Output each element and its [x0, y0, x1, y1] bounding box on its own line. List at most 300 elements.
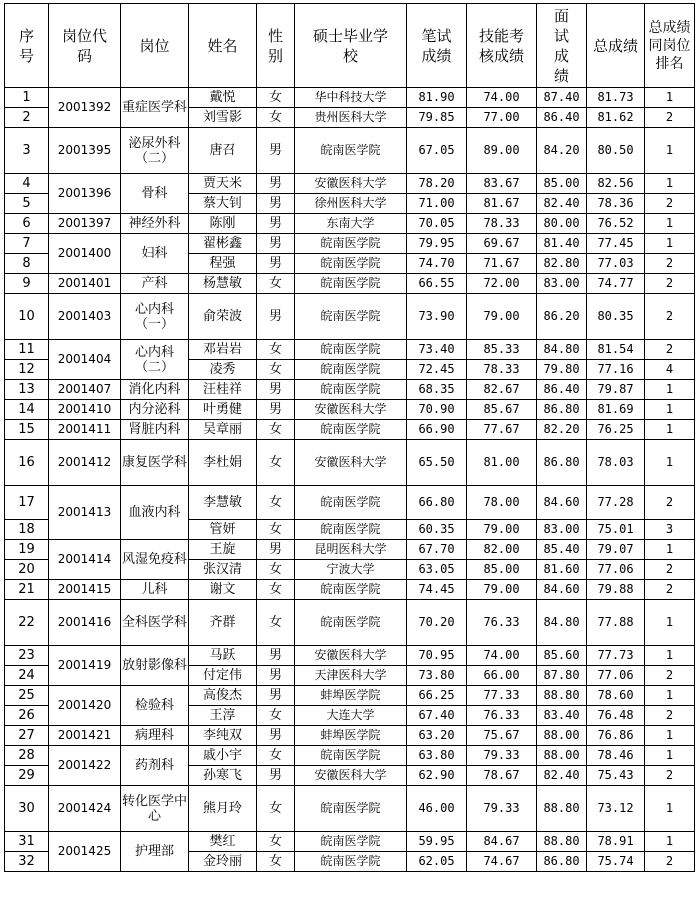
- cell-interview: 86.40: [537, 108, 587, 128]
- table-row: [5, 128, 695, 174]
- cell-school: 皖南医学院: [295, 786, 407, 832]
- cell-name: 戚小宇: [189, 746, 257, 766]
- cell-idx: 19: [5, 540, 49, 560]
- cell-written: 67.70: [407, 540, 467, 560]
- cell-total: 82.56: [587, 174, 645, 194]
- cell-school: 皖南医学院: [295, 580, 407, 600]
- cell-total: 76.52: [587, 214, 645, 234]
- cell-interview: 88.00: [537, 746, 587, 766]
- cell-total: 77.28: [587, 486, 645, 520]
- table-row: [5, 746, 695, 766]
- cell-idx: 4: [5, 174, 49, 194]
- cell-rank: 1: [645, 726, 695, 746]
- cell-sex: 女: [257, 852, 295, 872]
- cell-rank: 4: [645, 360, 695, 380]
- cell-skill: 83.67: [467, 174, 537, 194]
- table-row: [5, 420, 695, 440]
- cell-sex: 男: [257, 726, 295, 746]
- table-row: [5, 686, 695, 706]
- cell-sex: 男: [257, 380, 295, 400]
- cell-idx: 1: [5, 88, 49, 108]
- cell-written: 66.80: [407, 486, 467, 520]
- cell-post: 消化内科: [121, 380, 189, 400]
- table-row: [5, 832, 695, 852]
- cell-total: 75.43: [587, 766, 645, 786]
- cell-interview: 86.80: [537, 440, 587, 486]
- cell-interview: 83.00: [537, 274, 587, 294]
- cell-total: 78.36: [587, 194, 645, 214]
- cell-school: 安徽医科大学: [295, 646, 407, 666]
- cell-rank: 1: [645, 380, 695, 400]
- cell-idx: 32: [5, 852, 49, 872]
- score-table-body: [5, 88, 695, 872]
- cell-school: 皖南医学院: [295, 128, 407, 174]
- cell-skill: 77.00: [467, 108, 537, 128]
- cell-name: 熊月玲: [189, 786, 257, 832]
- cell-total: 77.73: [587, 646, 645, 666]
- cell-sex: 女: [257, 706, 295, 726]
- table-row: [5, 274, 695, 294]
- cell-written: 63.20: [407, 726, 467, 746]
- cell-name: 马跃: [189, 646, 257, 666]
- cell-name: 李慧敏: [189, 486, 257, 520]
- cell-interview: 85.00: [537, 174, 587, 194]
- cell-total: 77.06: [587, 666, 645, 686]
- cell-rank: 2: [645, 294, 695, 340]
- cell-school: 皖南医学院: [295, 360, 407, 380]
- cell-name: 凌秀: [189, 360, 257, 380]
- cell-total: 80.35: [587, 294, 645, 340]
- cell-written: 79.95: [407, 234, 467, 254]
- cell-skill: 77.67: [467, 420, 537, 440]
- cell-idx: 11: [5, 340, 49, 360]
- table-row: [5, 600, 695, 646]
- cell-idx: 28: [5, 746, 49, 766]
- cell-rank: 2: [645, 706, 695, 726]
- cell-idx: 12: [5, 360, 49, 380]
- cell-post: 重症医学科: [121, 88, 189, 128]
- cell-sex: 男: [257, 666, 295, 686]
- cell-interview: 82.40: [537, 766, 587, 786]
- cell-interview: 84.80: [537, 340, 587, 360]
- cell-written: 63.80: [407, 746, 467, 766]
- cell-post-code: 2001395: [49, 128, 121, 174]
- cell-total: 77.88: [587, 600, 645, 646]
- cell-post: 风湿免疫科: [121, 540, 189, 580]
- cell-post: 药剂科: [121, 746, 189, 786]
- cell-post: 放射影像科: [121, 646, 189, 686]
- cell-name: 邓岩岩: [189, 340, 257, 360]
- cell-interview: 82.40: [537, 194, 587, 214]
- cell-skill: 78.33: [467, 214, 537, 234]
- cell-school: 皖南医学院: [295, 294, 407, 340]
- cell-rank: 1: [645, 832, 695, 852]
- cell-sex: 女: [257, 746, 295, 766]
- cell-rank: 2: [645, 254, 695, 274]
- cell-interview: 84.60: [537, 486, 587, 520]
- cell-sex: 女: [257, 600, 295, 646]
- table-row: [5, 294, 695, 340]
- cell-idx: 24: [5, 666, 49, 686]
- cell-rank: 2: [645, 852, 695, 872]
- cell-idx: 27: [5, 726, 49, 746]
- cell-name: 李杜娟: [189, 440, 257, 486]
- cell-rank: 1: [645, 234, 695, 254]
- cell-rank: 1: [645, 400, 695, 420]
- cell-written: 78.20: [407, 174, 467, 194]
- cell-sex: 男: [257, 128, 295, 174]
- cell-interview: 81.40: [537, 234, 587, 254]
- cell-written: 70.05: [407, 214, 467, 234]
- cell-name: 刘雪影: [189, 108, 257, 128]
- cell-written: 73.80: [407, 666, 467, 686]
- cell-skill: 84.67: [467, 832, 537, 852]
- cell-school: 昆明医科大学: [295, 540, 407, 560]
- cell-post-code: 2001397: [49, 214, 121, 234]
- cell-written: 62.90: [407, 766, 467, 786]
- cell-post: 心内科（一）: [121, 294, 189, 340]
- cell-school: 蚌埠医学院: [295, 686, 407, 706]
- cell-sex: 女: [257, 560, 295, 580]
- cell-post-code: 2001421: [49, 726, 121, 746]
- cell-post-code: 2001424: [49, 786, 121, 832]
- cell-rank: 1: [645, 600, 695, 646]
- cell-post: 产科: [121, 274, 189, 294]
- cell-post-code: 2001416: [49, 600, 121, 646]
- cell-name: 王淳: [189, 706, 257, 726]
- header-idx: 序号: [5, 4, 49, 88]
- cell-rank: 2: [645, 340, 695, 360]
- cell-idx: 6: [5, 214, 49, 234]
- cell-post: 全科医学科: [121, 600, 189, 646]
- cell-skill: 81.00: [467, 440, 537, 486]
- cell-name: 汪桂祥: [189, 380, 257, 400]
- cell-name: 贾天米: [189, 174, 257, 194]
- cell-idx: 20: [5, 560, 49, 580]
- cell-sex: 女: [257, 440, 295, 486]
- cell-post: 骨科: [121, 174, 189, 214]
- header-interview: 面试成绩: [537, 4, 587, 88]
- cell-rank: 1: [645, 174, 695, 194]
- cell-skill: 79.00: [467, 294, 537, 340]
- cell-written: 59.95: [407, 832, 467, 852]
- table-row: [5, 234, 695, 254]
- cell-post: 护理部: [121, 832, 189, 872]
- cell-skill: 81.67: [467, 194, 537, 214]
- table-row: [5, 646, 695, 666]
- cell-post-code: 2001413: [49, 486, 121, 540]
- cell-name: 付定伟: [189, 666, 257, 686]
- cell-post-code: 2001401: [49, 274, 121, 294]
- cell-skill: 85.33: [467, 340, 537, 360]
- cell-total: 77.06: [587, 560, 645, 580]
- cell-rank: 2: [645, 766, 695, 786]
- cell-skill: 71.67: [467, 254, 537, 274]
- cell-interview: 84.20: [537, 128, 587, 174]
- cell-skill: 74.67: [467, 852, 537, 872]
- cell-name: 俞荣波: [189, 294, 257, 340]
- table-row: [5, 786, 695, 832]
- header-school: 硕士毕业学校: [295, 4, 407, 88]
- cell-written: 60.35: [407, 520, 467, 540]
- cell-name: 蔡大钊: [189, 194, 257, 214]
- cell-sex: 女: [257, 580, 295, 600]
- cell-rank: 1: [645, 786, 695, 832]
- header-sex: 性别: [257, 4, 295, 88]
- cell-written: 79.85: [407, 108, 467, 128]
- cell-school: 宁波大学: [295, 560, 407, 580]
- cell-post-code: 2001392: [49, 88, 121, 128]
- cell-skill: 79.00: [467, 520, 537, 540]
- cell-post-code: 2001420: [49, 686, 121, 726]
- cell-idx: 23: [5, 646, 49, 666]
- table-row: [5, 214, 695, 234]
- cell-sex: 男: [257, 174, 295, 194]
- header-skill: 技能考核成绩: [467, 4, 537, 88]
- cell-skill: 74.00: [467, 646, 537, 666]
- cell-school: 华中科技大学: [295, 88, 407, 108]
- cell-post-code: 2001400: [49, 234, 121, 274]
- cell-sex: 女: [257, 274, 295, 294]
- cell-sex: 男: [257, 646, 295, 666]
- cell-rank: 1: [645, 128, 695, 174]
- cell-post: 内分泌科: [121, 400, 189, 420]
- cell-name: 吴章丽: [189, 420, 257, 440]
- cell-rank: 2: [645, 486, 695, 520]
- cell-school: 贵州医科大学: [295, 108, 407, 128]
- cell-sex: 女: [257, 786, 295, 832]
- cell-skill: 85.67: [467, 400, 537, 420]
- cell-name: 程强: [189, 254, 257, 274]
- cell-school: 徐州医科大学: [295, 194, 407, 214]
- table-row: [5, 340, 695, 360]
- cell-idx: 30: [5, 786, 49, 832]
- cell-skill: 79.33: [467, 746, 537, 766]
- cell-school: 皖南医学院: [295, 420, 407, 440]
- cell-skill: 72.00: [467, 274, 537, 294]
- cell-total: 74.77: [587, 274, 645, 294]
- cell-post-code: 2001419: [49, 646, 121, 686]
- cell-written: 67.40: [407, 706, 467, 726]
- cell-rank: 2: [645, 560, 695, 580]
- cell-school: 皖南医学院: [295, 274, 407, 294]
- cell-interview: 86.40: [537, 380, 587, 400]
- cell-post: 病理科: [121, 726, 189, 746]
- cell-name: 张汉清: [189, 560, 257, 580]
- cell-post-code: 2001422: [49, 746, 121, 786]
- cell-skill: 76.33: [467, 706, 537, 726]
- cell-skill: 85.00: [467, 560, 537, 580]
- cell-name: 齐群: [189, 600, 257, 646]
- cell-rank: 2: [645, 580, 695, 600]
- cell-name: 樊红: [189, 832, 257, 852]
- cell-post-code: 2001407: [49, 380, 121, 400]
- cell-interview: 81.60: [537, 560, 587, 580]
- score-table: [4, 3, 695, 872]
- cell-total: 80.50: [587, 128, 645, 174]
- cell-sex: 女: [257, 832, 295, 852]
- header-name: 姓名: [189, 4, 257, 88]
- cell-written: 81.90: [407, 88, 467, 108]
- cell-written: 67.05: [407, 128, 467, 174]
- cell-interview: 85.60: [537, 646, 587, 666]
- cell-total: 75.74: [587, 852, 645, 872]
- cell-interview: 83.40: [537, 706, 587, 726]
- cell-school: 天津医科大学: [295, 666, 407, 686]
- cell-name: 翟彬鑫: [189, 234, 257, 254]
- header-total: 总成绩: [587, 4, 645, 88]
- cell-interview: 88.80: [537, 786, 587, 832]
- cell-total: 76.86: [587, 726, 645, 746]
- cell-written: 66.25: [407, 686, 467, 706]
- cell-written: 63.05: [407, 560, 467, 580]
- cell-interview: 84.80: [537, 600, 587, 646]
- cell-written: 66.90: [407, 420, 467, 440]
- cell-total: 78.91: [587, 832, 645, 852]
- cell-post-code: 2001415: [49, 580, 121, 600]
- cell-interview: 87.80: [537, 666, 587, 686]
- cell-post-code: 2001404: [49, 340, 121, 380]
- cell-post: 康复医学科: [121, 440, 189, 486]
- cell-total: 73.12: [587, 786, 645, 832]
- cell-idx: 26: [5, 706, 49, 726]
- header-code: 岗位代码: [49, 4, 121, 88]
- cell-post: 泌尿外科（二）: [121, 128, 189, 174]
- cell-skill: 77.33: [467, 686, 537, 706]
- cell-school: 皖南医学院: [295, 600, 407, 646]
- cell-name: 谢文: [189, 580, 257, 600]
- cell-name: 高俊杰: [189, 686, 257, 706]
- cell-name: 管妍: [189, 520, 257, 540]
- cell-total: 81.62: [587, 108, 645, 128]
- cell-total: 79.07: [587, 540, 645, 560]
- cell-name: 唐召: [189, 128, 257, 174]
- header-written: 笔试成绩: [407, 4, 467, 88]
- cell-interview: 88.80: [537, 686, 587, 706]
- header-rank: 总成绩同岗位排名: [645, 4, 695, 88]
- cell-sex: 男: [257, 766, 295, 786]
- cell-sex: 女: [257, 360, 295, 380]
- cell-idx: 17: [5, 486, 49, 520]
- cell-written: 72.45: [407, 360, 467, 380]
- cell-total: 77.16: [587, 360, 645, 380]
- cell-post-code: 2001425: [49, 832, 121, 872]
- cell-written: 70.95: [407, 646, 467, 666]
- cell-rank: 2: [645, 666, 695, 686]
- cell-school: 皖南医学院: [295, 486, 407, 520]
- cell-skill: 89.00: [467, 128, 537, 174]
- cell-written: 46.00: [407, 786, 467, 832]
- cell-sex: 男: [257, 214, 295, 234]
- cell-sex: 男: [257, 234, 295, 254]
- cell-school: 皖南医学院: [295, 380, 407, 400]
- cell-name: 孙寒飞: [189, 766, 257, 786]
- cell-written: 74.70: [407, 254, 467, 274]
- cell-total: 79.88: [587, 580, 645, 600]
- cell-post-code: 2001396: [49, 174, 121, 214]
- table-row: [5, 380, 695, 400]
- cell-sex: 女: [257, 108, 295, 128]
- cell-interview: 86.80: [537, 852, 587, 872]
- cell-rank: 1: [645, 88, 695, 108]
- cell-school: 皖南医学院: [295, 746, 407, 766]
- cell-name: 叶勇健: [189, 400, 257, 420]
- cell-school: 皖南医学院: [295, 852, 407, 872]
- cell-idx: 21: [5, 580, 49, 600]
- cell-idx: 16: [5, 440, 49, 486]
- cell-school: 皖南医学院: [295, 340, 407, 360]
- cell-interview: 88.00: [537, 726, 587, 746]
- cell-sex: 女: [257, 88, 295, 108]
- cell-idx: 9: [5, 274, 49, 294]
- cell-post: 肾脏内科: [121, 420, 189, 440]
- cell-total: 81.73: [587, 88, 645, 108]
- cell-skill: 78.00: [467, 486, 537, 520]
- table-row: [5, 540, 695, 560]
- cell-interview: 80.00: [537, 214, 587, 234]
- cell-idx: 8: [5, 254, 49, 274]
- cell-post: 心内科（二）: [121, 340, 189, 380]
- cell-school: 大连大学: [295, 706, 407, 726]
- table-row: [5, 486, 695, 520]
- cell-interview: 85.40: [537, 540, 587, 560]
- cell-interview: 87.40: [537, 88, 587, 108]
- table-row: [5, 174, 695, 194]
- cell-rank: 1: [645, 686, 695, 706]
- cell-skill: 78.67: [467, 766, 537, 786]
- cell-written: 62.05: [407, 852, 467, 872]
- cell-rank: 1: [645, 214, 695, 234]
- cell-school: 皖南医学院: [295, 234, 407, 254]
- cell-post: 妇科: [121, 234, 189, 274]
- table-row: [5, 400, 695, 420]
- table-row: [5, 580, 695, 600]
- table-row: [5, 726, 695, 746]
- cell-idx: 18: [5, 520, 49, 540]
- table-row: [5, 440, 695, 486]
- cell-total: 76.48: [587, 706, 645, 726]
- cell-name: 戴悦: [189, 88, 257, 108]
- cell-school: 皖南医学院: [295, 520, 407, 540]
- cell-interview: 86.20: [537, 294, 587, 340]
- cell-interview: 88.80: [537, 832, 587, 852]
- cell-skill: 78.33: [467, 360, 537, 380]
- cell-idx: 7: [5, 234, 49, 254]
- cell-idx: 2: [5, 108, 49, 128]
- header-post: 岗位: [121, 4, 189, 88]
- cell-rank: 1: [645, 440, 695, 486]
- cell-rank: 2: [645, 108, 695, 128]
- cell-post-code: 2001411: [49, 420, 121, 440]
- cell-skill: 82.00: [467, 540, 537, 560]
- cell-post-code: 2001412: [49, 440, 121, 486]
- cell-idx: 13: [5, 380, 49, 400]
- cell-sex: 男: [257, 540, 295, 560]
- cell-skill: 75.67: [467, 726, 537, 746]
- cell-total: 81.69: [587, 400, 645, 420]
- cell-skill: 82.67: [467, 380, 537, 400]
- cell-sex: 女: [257, 520, 295, 540]
- cell-name: 李纯双: [189, 726, 257, 746]
- cell-written: 71.00: [407, 194, 467, 214]
- cell-total: 78.46: [587, 746, 645, 766]
- table-row: [5, 88, 695, 108]
- cell-idx: 15: [5, 420, 49, 440]
- header-row: [5, 4, 695, 88]
- cell-skill: 79.00: [467, 580, 537, 600]
- cell-name: 陈刚: [189, 214, 257, 234]
- cell-written: 65.50: [407, 440, 467, 486]
